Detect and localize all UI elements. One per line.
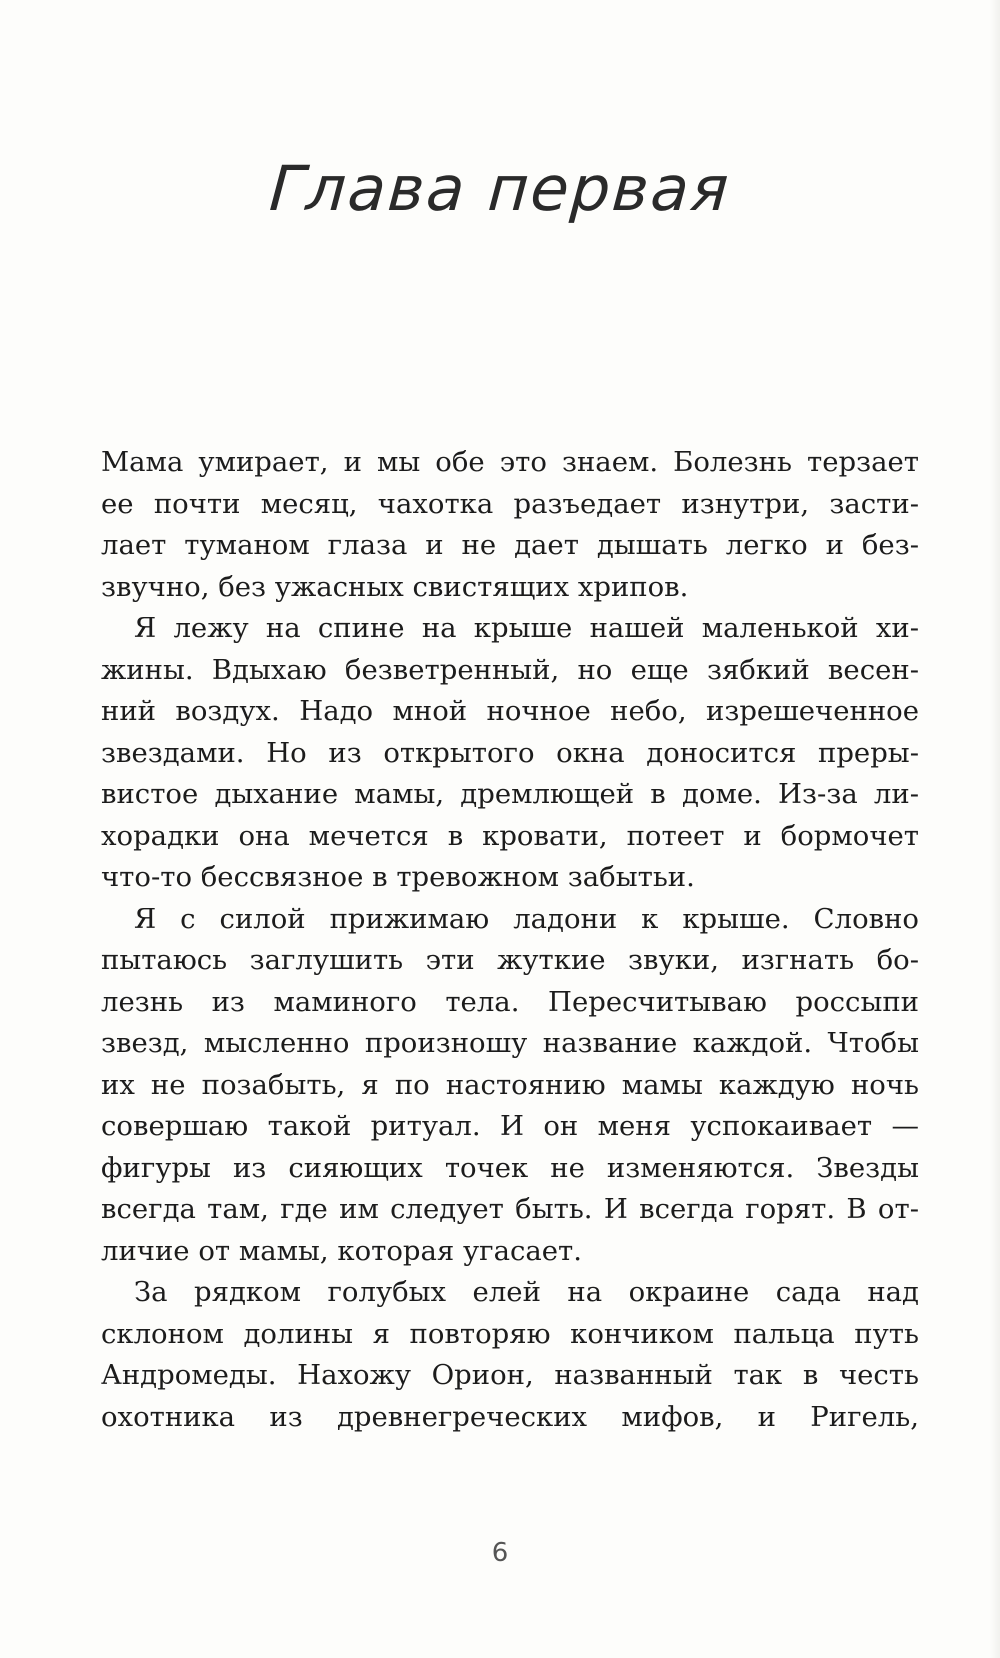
body-text: [101, 442, 919, 1438]
text-line: склоном долины я повторяю кончиком пальца путь: [101, 1317, 919, 1350]
text-line: жины. Вдыхаю безветренный, но еще зябкий весен-: [101, 653, 919, 686]
text-line: пытаюсь заглушить эти жуткие звуки, изгнать бо-: [101, 944, 919, 976]
text-line: фигуры из сияющих точек не изменяются. Звезды: [101, 1151, 919, 1184]
text-line: звездами. Но из открытого окна доносится преры-: [101, 736, 919, 769]
text-line: лезнь из маминого тела. Пересчитываю россыпи: [101, 985, 919, 1018]
text-line: что-то бессвязное в тревожном забытьи.: [101, 861, 695, 893]
text-line: всегда там, где им следует быть. И всегда горят. В от-: [101, 1193, 919, 1225]
text-line: Я лежу на спине на крыше нашей маленькой хи-: [134, 612, 919, 644]
text-line: ее почти месяц, чахотка разъедает изнутри, засти-: [101, 487, 919, 520]
text-line: совершаю такой ритуал. И он меня успокаивает —: [101, 1110, 919, 1142]
text-line: их не позабыть, я по настоянию мамы каждую ночь: [101, 1068, 919, 1101]
chapter-title: Глава первая: [267, 151, 733, 225]
text-line: охотника из древнегреческих мифов, и Ригель,: [101, 1400, 919, 1433]
text-line: звучно, без ужасных свистящих хрипов.: [101, 570, 689, 603]
text-line: Мама умирает, и мы обе это знаем. Болезнь терзает: [101, 446, 919, 478]
text-line: За рядком голубых елей на окраине сада над: [134, 1276, 919, 1308]
text-line: Андромеды. Нахожу Орион, названный так в честь: [101, 1359, 919, 1391]
text-line: Я с силой прижимаю ладони к крыше. Словно: [134, 902, 919, 935]
text-line: вистое дыхание мамы, дремлющей в доме. Из-за ли-: [101, 778, 919, 810]
page-edge: [990, 0, 1000, 1658]
text-line: лает туманом глаза и не дает дышать легко и без-: [101, 529, 919, 561]
text-line: личие от мамы, которая угасает.: [101, 1234, 582, 1267]
text-line: хорадки она мечется в кровати, потеет и бормочет: [101, 819, 919, 852]
text-line: ний воздух. Надо мной ночное небо, изрешеченное: [101, 695, 919, 727]
page-number: 6: [491, 1538, 509, 1568]
text-line: звезд, мысленно произношу название каждой. Чтобы: [101, 1027, 919, 1059]
